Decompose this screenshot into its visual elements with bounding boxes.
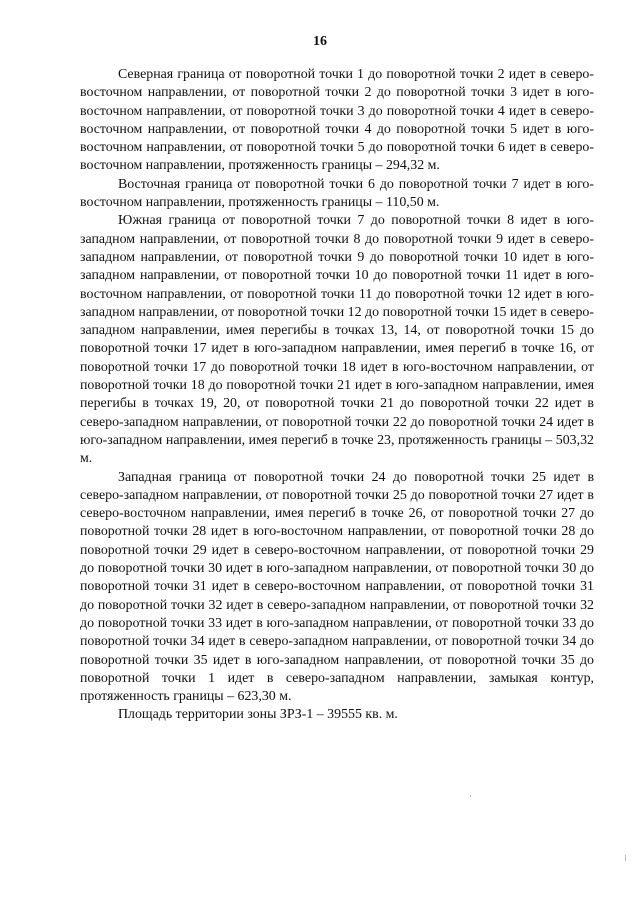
paragraph-north-boundary: Северная граница от поворотной точки 1 до поворотной точки 2 идет в северо-восточном направлении, от поворотной точки 2 до поворотной точки 3 идет в юго-восточном направлении, от поворотной точки 3 до поворотной точки 4 идет в северо-восточном направлении, от поворотной точки 4 до поворотной точки 5 идет в юго-восточном направлении, от поворотной точки 5 до поворотной точки 6 идет в северо-восточном направлении, протяженность границы – 294,32 м. [80,67,594,174]
document-body [80,66,594,725]
page-number: 16 [313,34,327,49]
scan-speck [625,855,626,861]
paragraph-zone-area: Площадь территории зоны ЗРЗ-1 – 39555 кв. м. [118,707,398,723]
paragraph-west-boundary: Западная граница от поворотной точки 24 до поворотной точки 25 идет в северо-западном направлении, от поворотной точки 25 до поворотной точки 27 идет в северо-восточном направлении, имея перегиб в точке 26, от поворотной точки 27 до поворотной точки 28 идет в юго-восточном направлении, от поворотной точки 28 до поворотной точки 29 идет в северо-восточном направлении, от поворотной точки 29 до поворотной точки 30 идет в юго-западном направлении, от поворотной точки 30 до поворотной точки 31 идет в северо-восточном направлении, от поворотной точки 31 до поворотной точки 32 идет в северо-западном направлении, от поворотной точки 32 до поворотной точки 33 идет в юго-западном направлении, от поворотной точки 33 до поворотной точки 34 идет в северо-западном направлении, от поворотной точки 34 до поворотной точки 35 идет в юго-западном направлении, от поворотной точки 35 до поворотной точки 1 идет в северо-западном направлении, замыкая контур, протяженность границы – 623,30 м. [80,469,594,705]
scan-speck [470,795,471,797]
paragraph-south-boundary: Южная граница от поворотной точки 7 до поворотной точки 8 идет в юго-западном направлении, от поворотной точки 8 до поворотной точки 9 идет в северо-западном направлении, от поворотной точки 9 до поворотной точки 10 идет в юго-западном направлении, от поворотной точки 10 до поворотной точки 11 идет в юго-восточном направлении, от поворотной точки 11 до поворотной точки 12 идет в юго-западном направлении, от поворотной точки 12 до поворотной точки 15 идет в северо-западном направлении, имея перегибы в точках 13, 14, от поворотной точки 15 до поворотной точки 17 идет в юго-западном направлении, имея перегиб в точке 16, от поворотной точки 17 до поворотной точки 18 идет в юго-восточном направлении, от поворотной точки 18 до поворотной точки 21 идет в юго-западном направлении, имея перегибы в точках 19, 20, от поворотной точки 21 до поворотной точки 22 идет в северо-западном направлении, от поворотной точки 22 до поворотной точки 24 идет в юго-западном направлении, имея перегиб в точке 23, протяженность границы – 503,32 м. [80,213,594,467]
paragraph-east-boundary: Восточная граница от поворотной точки 6 до поворотной точки 7 идет в юго-восточном направлении, протяженность границы – 110,50 м. [80,176,594,211]
